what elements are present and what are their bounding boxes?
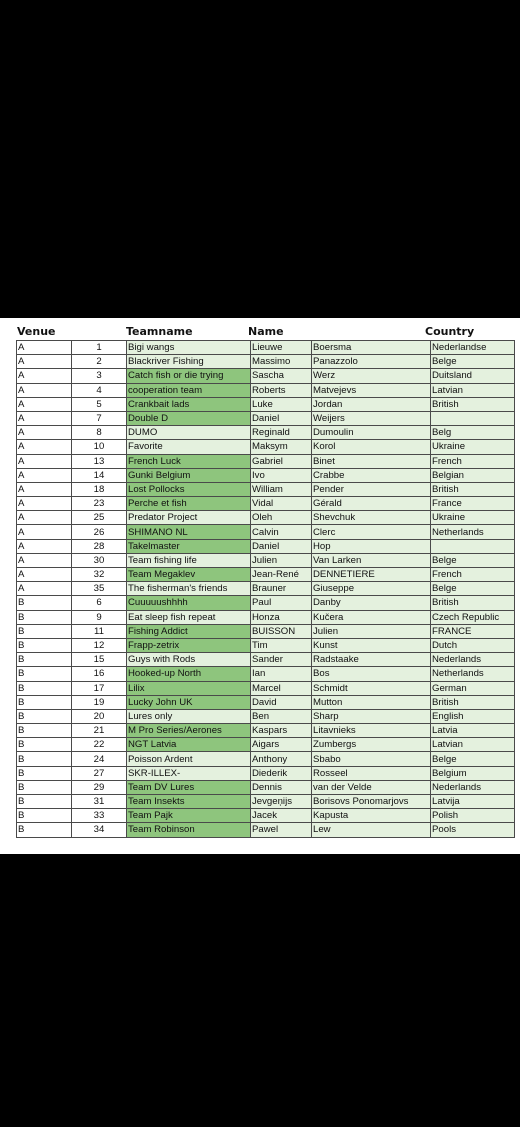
country-cell: Duitsland: [431, 369, 515, 383]
venue-cell: B: [17, 809, 72, 823]
table-row: [17, 341, 515, 355]
table-row: [17, 582, 515, 596]
teamname-cell: Bigi wangs: [127, 341, 251, 355]
teamname-cell: Blackriver Fishing: [127, 355, 251, 369]
venue-cell: B: [17, 610, 72, 624]
number-cell: 16: [72, 667, 127, 681]
table-row: [17, 568, 515, 582]
country-cell: FRANCE: [431, 624, 515, 638]
last-name-cell: Boersma: [312, 341, 431, 355]
first-name-cell: Brauner: [251, 582, 312, 596]
venue-cell: B: [17, 724, 72, 738]
country-cell: Belgian: [431, 468, 515, 482]
teamname-cell: DUMO: [127, 426, 251, 440]
number-cell: 9: [72, 610, 127, 624]
country-cell: France: [431, 497, 515, 511]
teamname-cell: Takelmaster: [127, 539, 251, 553]
country-cell: English: [431, 709, 515, 723]
venue-cell: B: [17, 624, 72, 638]
venue-cell: A: [17, 553, 72, 567]
table-row: [17, 511, 515, 525]
number-cell: 27: [72, 766, 127, 780]
first-name-cell: Luke: [251, 397, 312, 411]
number-cell: 26: [72, 525, 127, 539]
venue-cell: B: [17, 823, 72, 837]
last-name-cell: Matvejevs: [312, 383, 431, 397]
table-row: [17, 653, 515, 667]
teamname-cell: Perche et fish: [127, 497, 251, 511]
first-name-cell: Lieuwe: [251, 341, 312, 355]
venue-cell: B: [17, 638, 72, 652]
teamname-cell: Team DV Lures: [127, 780, 251, 794]
table-row: [17, 823, 515, 837]
country-cell: Pools: [431, 823, 515, 837]
teamname-cell: Crankbait lads: [127, 397, 251, 411]
first-name-cell: Massimo: [251, 355, 312, 369]
last-name-cell: Mutton: [312, 695, 431, 709]
table-row: [17, 695, 515, 709]
last-name-cell: Werz: [312, 369, 431, 383]
first-name-cell: Sander: [251, 653, 312, 667]
venue-cell: A: [17, 440, 72, 454]
country-cell: British: [431, 596, 515, 610]
venue-cell: B: [17, 681, 72, 695]
table-row: [17, 383, 515, 397]
first-name-cell: Aigars: [251, 738, 312, 752]
country-cell: Polish: [431, 809, 515, 823]
number-cell: 3: [72, 369, 127, 383]
country-cell: Latvian: [431, 738, 515, 752]
country-cell: Netherlands: [431, 525, 515, 539]
teamname-cell: SHIMANO NL: [127, 525, 251, 539]
number-cell: 30: [72, 553, 127, 567]
last-name-cell: Schmidt: [312, 681, 431, 695]
venue-cell: A: [17, 355, 72, 369]
table-row: [17, 355, 515, 369]
country-cell: Belge: [431, 582, 515, 596]
last-name-cell: Kunst: [312, 638, 431, 652]
last-name-cell: Dumoulin: [312, 426, 431, 440]
first-name-cell: Julien: [251, 553, 312, 567]
table-row: [17, 553, 515, 567]
last-name-cell: Clerc: [312, 525, 431, 539]
number-cell: 33: [72, 809, 127, 823]
last-name-cell: Weijers: [312, 411, 431, 425]
venue-cell: A: [17, 369, 72, 383]
last-name-cell: Sbabo: [312, 752, 431, 766]
venue-cell: A: [17, 341, 72, 355]
venue-cell: A: [17, 426, 72, 440]
first-name-cell: Honza: [251, 610, 312, 624]
table-row: [17, 667, 515, 681]
first-name-cell: Gabriel: [251, 454, 312, 468]
first-name-cell: Vidal: [251, 497, 312, 511]
number-cell: 10: [72, 440, 127, 454]
last-name-cell: Panazzolo: [312, 355, 431, 369]
first-name-cell: Oleh: [251, 511, 312, 525]
number-cell: 23: [72, 497, 127, 511]
teamname-cell: Favorite: [127, 440, 251, 454]
spreadsheet: [0, 318, 520, 854]
table-row: [17, 440, 515, 454]
table-row: [17, 795, 515, 809]
number-cell: 4: [72, 383, 127, 397]
country-cell: Netherlands: [431, 667, 515, 681]
teamname-cell: Predator Project: [127, 511, 251, 525]
table-row: [17, 596, 515, 610]
table-row: [17, 738, 515, 752]
last-name-cell: Hop: [312, 539, 431, 553]
number-cell: 20: [72, 709, 127, 723]
country-cell: Belge: [431, 553, 515, 567]
number-cell: 7: [72, 411, 127, 425]
teamname-cell: Lures only: [127, 709, 251, 723]
venue-cell: A: [17, 383, 72, 397]
number-cell: 13: [72, 454, 127, 468]
table-row: [17, 411, 515, 425]
country-cell: Nederlands: [431, 780, 515, 794]
teamname-cell: Gunki Belgium: [127, 468, 251, 482]
venue-cell: A: [17, 539, 72, 553]
teamname-cell: M Pro Series/Aerones: [127, 724, 251, 738]
country-cell: [431, 411, 515, 425]
number-cell: 34: [72, 823, 127, 837]
country-cell: French: [431, 454, 515, 468]
first-name-cell: Roberts: [251, 383, 312, 397]
table-row: [17, 497, 515, 511]
last-name-cell: Sharp: [312, 709, 431, 723]
country-cell: British: [431, 397, 515, 411]
number-cell: 24: [72, 752, 127, 766]
table-row: [17, 426, 515, 440]
number-cell: 21: [72, 724, 127, 738]
number-cell: 5: [72, 397, 127, 411]
first-name-cell: Dennis: [251, 780, 312, 794]
venue-cell: A: [17, 525, 72, 539]
table-row: [17, 482, 515, 496]
country-cell: Belge: [431, 355, 515, 369]
last-name-cell: DENNETIERE: [312, 568, 431, 582]
last-name-cell: Pender: [312, 482, 431, 496]
last-name-cell: Kapusta: [312, 809, 431, 823]
country-cell: Latvia: [431, 724, 515, 738]
table-row: [17, 766, 515, 780]
number-cell: 29: [72, 780, 127, 794]
teamname-cell: NGT Latvia: [127, 738, 251, 752]
first-name-cell: Diederik: [251, 766, 312, 780]
header-venue: Venue: [17, 325, 56, 338]
table-row: [17, 468, 515, 482]
first-name-cell: Jacek: [251, 809, 312, 823]
first-name-cell: David: [251, 695, 312, 709]
venue-cell: B: [17, 738, 72, 752]
last-name-cell: Van Larken: [312, 553, 431, 567]
country-cell: Czech Republic: [431, 610, 515, 624]
teamname-cell: Frapp-zetrix: [127, 638, 251, 652]
number-cell: 6: [72, 596, 127, 610]
first-name-cell: Pawel: [251, 823, 312, 837]
number-cell: 28: [72, 539, 127, 553]
number-cell: 35: [72, 582, 127, 596]
header-teamname: Teamname: [126, 325, 193, 338]
teamname-cell: SKR-ILLEX-: [127, 766, 251, 780]
number-cell: 32: [72, 568, 127, 582]
table-row: [17, 624, 515, 638]
teamname-cell: Lost Pollocks: [127, 482, 251, 496]
first-name-cell: Paul: [251, 596, 312, 610]
table-row: [17, 724, 515, 738]
last-name-cell: Binet: [312, 454, 431, 468]
venue-cell: A: [17, 411, 72, 425]
teamname-cell: Eat sleep fish repeat: [127, 610, 251, 624]
last-name-cell: Radstaake: [312, 653, 431, 667]
first-name-cell: Sascha: [251, 369, 312, 383]
venue-cell: B: [17, 653, 72, 667]
first-name-cell: Anthony: [251, 752, 312, 766]
number-cell: 2: [72, 355, 127, 369]
header-country: Country: [425, 325, 475, 338]
last-name-cell: Rosseel: [312, 766, 431, 780]
table-row: [17, 525, 515, 539]
venue-cell: A: [17, 468, 72, 482]
first-name-cell: Jevgeņijs: [251, 795, 312, 809]
country-cell: British: [431, 695, 515, 709]
table-row: [17, 709, 515, 723]
first-name-cell: Calvin: [251, 525, 312, 539]
venue-cell: A: [17, 397, 72, 411]
last-name-cell: van der Velde: [312, 780, 431, 794]
venue-cell: A: [17, 482, 72, 496]
first-name-cell: BUISSON: [251, 624, 312, 638]
venue-cell: A: [17, 497, 72, 511]
last-name-cell: Lew: [312, 823, 431, 837]
teamname-cell: Team Insekts: [127, 795, 251, 809]
number-cell: 22: [72, 738, 127, 752]
teamname-cell: Lilix: [127, 681, 251, 695]
last-name-cell: Julien: [312, 624, 431, 638]
country-cell: Latvian: [431, 383, 515, 397]
teamname-cell: Fishing Addict: [127, 624, 251, 638]
table-row: [17, 638, 515, 652]
country-cell: Belgium: [431, 766, 515, 780]
teamname-cell: The fisherman's friends: [127, 582, 251, 596]
number-cell: 18: [72, 482, 127, 496]
venue-cell: A: [17, 582, 72, 596]
last-name-cell: Gérald: [312, 497, 431, 511]
last-name-cell: Litavnieks: [312, 724, 431, 738]
number-cell: 11: [72, 624, 127, 638]
teamname-cell: Cuuuuushhhh: [127, 596, 251, 610]
last-name-cell: Borisovs Ponomarjovs: [312, 795, 431, 809]
country-cell: [431, 539, 515, 553]
venue-cell: B: [17, 667, 72, 681]
teamname-cell: Poisson Ardent: [127, 752, 251, 766]
teamname-cell: Hooked-up North: [127, 667, 251, 681]
country-cell: British: [431, 482, 515, 496]
country-cell: Ukraine: [431, 511, 515, 525]
venue-cell: B: [17, 766, 72, 780]
table-row: [17, 809, 515, 823]
teamname-cell: Team Megaklev: [127, 568, 251, 582]
teamname-cell: Guys with Rods: [127, 653, 251, 667]
number-cell: 1: [72, 341, 127, 355]
number-cell: 19: [72, 695, 127, 709]
venue-cell: B: [17, 596, 72, 610]
first-name-cell: Ian: [251, 667, 312, 681]
venue-cell: B: [17, 780, 72, 794]
first-name-cell: Ivo: [251, 468, 312, 482]
last-name-cell: Shevchuk: [312, 511, 431, 525]
header-name: Name: [248, 325, 284, 338]
first-name-cell: Daniel: [251, 539, 312, 553]
first-name-cell: Ben: [251, 709, 312, 723]
country-cell: Nederlands: [431, 653, 515, 667]
country-cell: German: [431, 681, 515, 695]
country-cell: Belg: [431, 426, 515, 440]
number-cell: 14: [72, 468, 127, 482]
venue-cell: B: [17, 695, 72, 709]
country-cell: Nederlandse: [431, 341, 515, 355]
country-cell: Latvija: [431, 795, 515, 809]
number-cell: 8: [72, 426, 127, 440]
table-row: [17, 780, 515, 794]
last-name-cell: Danby: [312, 596, 431, 610]
teams-table: [16, 340, 515, 838]
country-cell: Dutch: [431, 638, 515, 652]
first-name-cell: Reginald: [251, 426, 312, 440]
venue-cell: A: [17, 568, 72, 582]
number-cell: 25: [72, 511, 127, 525]
number-cell: 15: [72, 653, 127, 667]
table-row: [17, 369, 515, 383]
table-row: [17, 610, 515, 624]
first-name-cell: Kaspars: [251, 724, 312, 738]
number-cell: 12: [72, 638, 127, 652]
last-name-cell: Zumbergs: [312, 738, 431, 752]
country-cell: French: [431, 568, 515, 582]
country-cell: Belge: [431, 752, 515, 766]
first-name-cell: Maksym: [251, 440, 312, 454]
number-cell: 17: [72, 681, 127, 695]
table-row: [17, 752, 515, 766]
last-name-cell: Jordan: [312, 397, 431, 411]
table-row: [17, 539, 515, 553]
venue-cell: B: [17, 709, 72, 723]
venue-cell: B: [17, 752, 72, 766]
first-name-cell: Marcel: [251, 681, 312, 695]
country-cell: Ukraine: [431, 440, 515, 454]
teamname-cell: Team Pajk: [127, 809, 251, 823]
first-name-cell: Daniel: [251, 411, 312, 425]
teamname-cell: Lucky John UK: [127, 695, 251, 709]
last-name-cell: Crabbe: [312, 468, 431, 482]
venue-cell: A: [17, 511, 72, 525]
last-name-cell: Kučera: [312, 610, 431, 624]
last-name-cell: Bos: [312, 667, 431, 681]
teamname-cell: Double D: [127, 411, 251, 425]
teamname-cell: French Luck: [127, 454, 251, 468]
first-name-cell: Jean-René: [251, 568, 312, 582]
last-name-cell: Korol: [312, 440, 431, 454]
teamname-cell: Team Robinson: [127, 823, 251, 837]
teamname-cell: Team fishing life: [127, 553, 251, 567]
venue-cell: A: [17, 454, 72, 468]
number-cell: 31: [72, 795, 127, 809]
first-name-cell: William: [251, 482, 312, 496]
teamname-cell: cooperation team: [127, 383, 251, 397]
venue-cell: B: [17, 795, 72, 809]
last-name-cell: Giuseppe: [312, 582, 431, 596]
table-row: [17, 397, 515, 411]
teamname-cell: Catch fish or die trying: [127, 369, 251, 383]
table-row: [17, 454, 515, 468]
first-name-cell: Tim: [251, 638, 312, 652]
table-row: [17, 681, 515, 695]
